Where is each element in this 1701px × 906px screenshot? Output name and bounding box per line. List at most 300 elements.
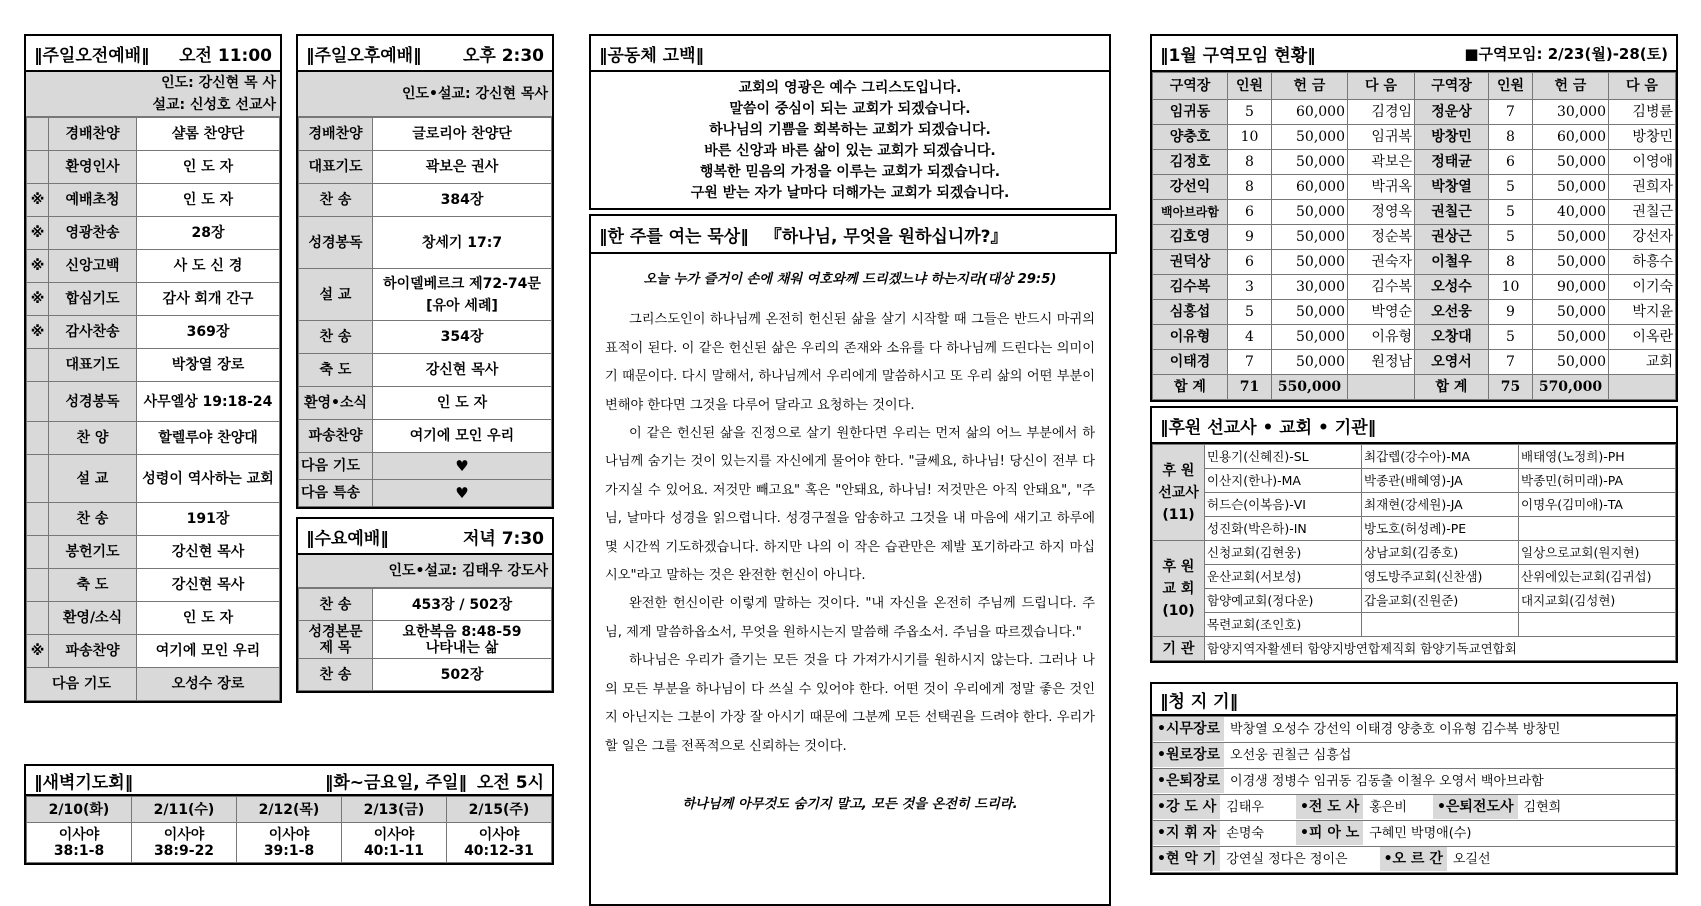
afternoon-order-row bbox=[299, 217, 552, 269]
dawn-reading bbox=[132, 823, 237, 863]
morning-service-header bbox=[24, 34, 282, 72]
staff-row bbox=[1153, 717, 1676, 743]
morning-order-value: 28장 bbox=[137, 217, 280, 250]
afternoon-order-row bbox=[299, 184, 552, 217]
district-cell: 강선자 bbox=[1609, 225, 1676, 250]
reference-mark bbox=[27, 422, 49, 455]
district-cell: 하흥수 bbox=[1609, 250, 1676, 275]
district-cell: 양충호 bbox=[1153, 125, 1228, 150]
district-cell: 7 bbox=[1489, 350, 1533, 375]
afternoon-order-label: 성경봉독 bbox=[299, 217, 373, 269]
district-column-header: 인원 bbox=[1489, 73, 1533, 100]
afternoon-order-value bbox=[373, 420, 552, 453]
afternoon-service-header bbox=[296, 34, 554, 72]
morning-order-value: 인 도 자 bbox=[137, 602, 280, 635]
morning-order-label: 신앙고백 bbox=[49, 250, 137, 283]
district-cell: 4 bbox=[1228, 325, 1272, 350]
morning-order-row bbox=[27, 316, 280, 349]
district-total-cell bbox=[1609, 375, 1676, 400]
afternoon-order-label: 경배찬양 bbox=[299, 118, 373, 151]
title-value: 나타내는 삶 bbox=[425, 639, 499, 656]
district-cell: 5 bbox=[1489, 325, 1533, 350]
dawn-date: 2/15(주) bbox=[447, 797, 552, 823]
table-row bbox=[1153, 125, 1676, 150]
reference-mark bbox=[27, 455, 49, 503]
district-column-header: 인원 bbox=[1228, 73, 1272, 100]
support-missionary: 민용기(신혜진)-SL bbox=[1205, 445, 1362, 469]
morning-order-value: 사 도 신 경 bbox=[137, 250, 280, 283]
district-cell: 8 bbox=[1228, 175, 1272, 200]
support-header bbox=[1150, 406, 1678, 444]
morning-order-value: 인 도 자 bbox=[137, 151, 280, 184]
morning-order-value: 여기에 모인 우리 bbox=[137, 635, 280, 668]
morning-order-row bbox=[27, 536, 280, 569]
support-org-row bbox=[1153, 637, 1676, 661]
morning-order-row bbox=[27, 422, 280, 455]
confession-line: 바른 신앙과 바른 삶이 있는 교회가 되겠습니다. bbox=[704, 143, 996, 159]
afternoon-order-row bbox=[299, 269, 552, 321]
dawn-book: 이사야 bbox=[478, 826, 520, 843]
afternoon-order-value-line: 384장 bbox=[440, 192, 484, 208]
dawn-verse: 40:12-31 bbox=[464, 842, 534, 859]
morning-order-value: 강신현 목사 bbox=[137, 536, 280, 569]
meditation-title: ‖한 주를 여는 묵상‖ bbox=[599, 226, 749, 247]
district-column-header: 헌 금 bbox=[1272, 73, 1348, 100]
district-cell: 90,000 bbox=[1533, 275, 1609, 300]
afternoon-order-label: 찬 송 bbox=[299, 184, 373, 217]
support-church-label: 후 원 교 회 (10) bbox=[1153, 541, 1205, 637]
district-total-cell: 550,000 bbox=[1272, 375, 1348, 400]
support-missionary: 최재현(강세원)-JA bbox=[1362, 493, 1519, 517]
afternoon-order-value-line: 354장 bbox=[440, 329, 484, 345]
table-row bbox=[1153, 150, 1676, 175]
district-cell: 김호영 bbox=[1153, 225, 1228, 250]
morning-order-table bbox=[26, 117, 280, 701]
dawn-verse: 39:1-8 bbox=[263, 842, 315, 859]
support-org-list: 함양지역자활센터 함양지방연합제직회 함양기독교연합회 bbox=[1205, 637, 1676, 661]
morning-order-row bbox=[27, 569, 280, 602]
morning-preacher: 설교: 신성호 선교사 bbox=[26, 94, 280, 117]
morning-order-row bbox=[27, 151, 280, 184]
dawn-reading bbox=[342, 823, 447, 863]
reference-mark bbox=[27, 503, 49, 536]
table-row bbox=[1153, 250, 1676, 275]
morning-order-value: 할렐루야 찬양대 bbox=[137, 422, 280, 455]
support-church: 갑을교회(진원준) bbox=[1362, 589, 1519, 613]
morning-order-label: 찬 송 bbox=[49, 503, 137, 536]
district-cell: 5 bbox=[1489, 225, 1533, 250]
staff-role: •은퇴장로 bbox=[1153, 769, 1224, 793]
meditation-paragraph: 하나님은 우리가 즐기는 모든 것을 다 가져가시기를 원하시지 않는다. 그러나 나의 모든 부분을 하나님이 다 쓰실 수 있어야 한다. 어떤 것이 우리에게 정말 좋은 것인지 아닌지는 그분이 가장 잘 아시기 때문에 그분께 모든 선택권을 드려야 한다. 우리가 할 일은 그를 전폭적으로 신뢰하는 것이다. bbox=[605, 653, 1095, 754]
morning-order-label: 경배찬양 bbox=[49, 118, 137, 151]
reference-mark bbox=[27, 569, 49, 602]
support-missionary-row bbox=[1153, 493, 1676, 517]
district-cell: 정운상 bbox=[1415, 100, 1489, 125]
morning-order-label: 영광찬송 bbox=[49, 217, 137, 250]
meditation-subtitle: 『하나님, 무엇을 원하십니까?』 bbox=[764, 226, 1008, 247]
district-cell: 김수복 bbox=[1153, 275, 1228, 300]
morning-order-value: 감사 회개 간구 bbox=[137, 283, 280, 316]
confession-header bbox=[589, 34, 1111, 72]
morning-order-label: 설 교 bbox=[49, 455, 137, 503]
confession-line: 말씀이 중심이 되는 교회가 되겠습니다. bbox=[729, 101, 971, 117]
morning-order-value: 사무엘상 19:18-24 bbox=[137, 382, 280, 422]
staff-entry bbox=[1153, 717, 1566, 742]
support-church bbox=[1362, 613, 1519, 637]
district-cell: 50,000 bbox=[1272, 250, 1348, 275]
district-cell: 7 bbox=[1489, 100, 1533, 125]
meditation-body bbox=[589, 254, 1111, 906]
reference-mark bbox=[27, 382, 49, 422]
district-cell: 권덕상 bbox=[1153, 250, 1228, 275]
district-column-header: 구역장 bbox=[1415, 73, 1489, 100]
district-table bbox=[1152, 72, 1676, 400]
morning-order-row bbox=[27, 217, 280, 250]
morning-order-value: 샬롬 찬양단 bbox=[137, 118, 280, 151]
district-cell: 5 bbox=[1228, 300, 1272, 325]
staff-role: •시무장로 bbox=[1153, 717, 1224, 741]
morning-next-prayer-value: 오성수 장로 bbox=[137, 668, 280, 701]
support-missionary-row bbox=[1153, 469, 1676, 493]
district-cell: 박지윤 bbox=[1609, 300, 1676, 325]
support-missionary: 박종민(허미래)-PA bbox=[1519, 469, 1676, 493]
staff-names: 박창열 오성수 강선익 이태경 양충호 이유형 김수복 방창민 bbox=[1230, 722, 1561, 737]
district-cell: 정영옥 bbox=[1348, 200, 1415, 225]
wednesday-service-title: ‖수요예배‖ bbox=[306, 528, 389, 549]
wednesday-row-value bbox=[373, 621, 552, 659]
district-cell: 7 bbox=[1228, 350, 1272, 375]
district-cell: 50,000 bbox=[1272, 325, 1348, 350]
district-cell: 10 bbox=[1489, 275, 1533, 300]
staff-row bbox=[1153, 769, 1676, 795]
morning-order-row bbox=[27, 250, 280, 283]
afternoon-next-special-label: 다음 특송 bbox=[299, 480, 373, 507]
dawn-book: 이사야 bbox=[268, 826, 310, 843]
dawn-book: 이사야 bbox=[58, 826, 100, 843]
afternoon-order-value-line: [유아 세례] bbox=[426, 297, 498, 314]
district-cell: 권칠근 bbox=[1609, 200, 1676, 225]
meditation-paragraph: 이 같은 헌신된 삶을 진정으로 살기 원한다면 우리는 먼저 삶의 어느 부분에서 하나님께 숨기는 것이 있는지를 자신에게 물어야 한다. "글쎄요, 하나님! 당신이 전부 다 가지실 수 있어요. 저것만 빼고요" 혹은 "안돼요, 하나님! 저것만은 아직 안돼요", "주님, 날마다 성경을 읽으렵니다. 성경구절을 암송하고 그것을 내 마음에 새기고 하루에 몇 시간씩 기도하겠습니다. 하지만 나의 이 작은 습관만은 제발 포기하라고 하지 마십시오"라고 말하는 것은 완전한 헌신이 아니다. bbox=[605, 426, 1095, 584]
support-church bbox=[1519, 613, 1676, 637]
district-column-header: 다 음 bbox=[1348, 73, 1415, 100]
afternoon-order-value bbox=[373, 269, 552, 321]
confession-line: 하나님의 기쁨을 회복하는 교회가 되겠습니다. bbox=[709, 122, 991, 138]
morning-order-row bbox=[27, 382, 280, 422]
support-table bbox=[1152, 444, 1676, 661]
morning-order-value: 인 도 자 bbox=[137, 184, 280, 217]
district-cell: 이태경 bbox=[1153, 350, 1228, 375]
dawn-reading bbox=[447, 823, 552, 863]
district-cell: 오창대 bbox=[1415, 325, 1489, 350]
staff-names: 김현희 bbox=[1523, 800, 1562, 815]
support-church: 일상으로교회(원지현) bbox=[1519, 541, 1676, 565]
confession-title: ‖공동체 고백‖ bbox=[599, 45, 705, 66]
afternoon-order-label: 설 교 bbox=[299, 269, 373, 321]
district-cell: 이유형 bbox=[1153, 325, 1228, 350]
morning-order-row bbox=[27, 349, 280, 382]
district-cell: 박귀옥 bbox=[1348, 175, 1415, 200]
afternoon-service-time: 오후 2:30 bbox=[462, 45, 544, 66]
afternoon-order-row bbox=[299, 387, 552, 420]
support-missionary: 배태영(노정희)-PH bbox=[1519, 445, 1676, 469]
morning-order-value: 191장 bbox=[137, 503, 280, 536]
staff-role: •전 도 사 bbox=[1296, 795, 1363, 819]
support-church: 영도방주교회(신찬샘) bbox=[1362, 565, 1519, 589]
district-cell: 강선익 bbox=[1153, 175, 1228, 200]
staff-table bbox=[1152, 716, 1676, 873]
district-cell: 권희자 bbox=[1609, 175, 1676, 200]
staff-row bbox=[1153, 821, 1676, 847]
staff-row-content bbox=[1153, 743, 1676, 769]
reference-mark bbox=[27, 536, 49, 569]
support-missionary: 최갑렙(강수아)-MA bbox=[1362, 445, 1519, 469]
wednesday-order-table bbox=[298, 588, 552, 691]
morning-order-row bbox=[27, 283, 280, 316]
title-label: 제 목 bbox=[319, 639, 352, 656]
staff-header bbox=[1150, 682, 1678, 716]
dawn-date: 2/13(금) bbox=[342, 797, 447, 823]
morning-next-prayer-row bbox=[27, 668, 280, 701]
support-missionary: 이명우(김미애)-TA bbox=[1519, 493, 1676, 517]
afternoon-next-prayer-row bbox=[299, 453, 552, 480]
support-org-label: 기 관 bbox=[1153, 637, 1205, 661]
reference-mark bbox=[27, 118, 49, 151]
confession-line: 구원 받는 자가 날마다 더해가는 교회가 되겠습니다. bbox=[690, 185, 1010, 201]
district-cell: 박영순 bbox=[1348, 300, 1415, 325]
support-church-row bbox=[1153, 613, 1676, 637]
afternoon-next-prayer-label: 다음 기도 bbox=[299, 453, 373, 480]
district-cell: 6 bbox=[1228, 200, 1272, 225]
wednesday-row bbox=[299, 659, 552, 691]
staff-names: 홍은비 bbox=[1369, 800, 1407, 815]
support-church: 산위에있는교회(김귀섭) bbox=[1519, 565, 1676, 589]
district-cell: 6 bbox=[1228, 250, 1272, 275]
support-missionary: 성진화(박은하)-IN bbox=[1205, 517, 1362, 541]
district-cell: 50,000 bbox=[1533, 250, 1609, 275]
support-church-row bbox=[1153, 589, 1676, 613]
district-cell: 김수복 bbox=[1348, 275, 1415, 300]
afternoon-order-value-line: 글로리아 찬양단 bbox=[412, 126, 512, 142]
district-cell: 권숙자 bbox=[1348, 250, 1415, 275]
staff-role: •피 아 노 bbox=[1296, 821, 1363, 845]
confession-body bbox=[589, 72, 1111, 210]
table-row bbox=[1153, 175, 1676, 200]
district-cell: 50,000 bbox=[1533, 225, 1609, 250]
afternoon-order-value bbox=[373, 217, 552, 269]
district-cell: 임귀복 bbox=[1348, 125, 1415, 150]
district-cell: 방창민 bbox=[1609, 125, 1676, 150]
morning-order-label: 환영인사 bbox=[49, 151, 137, 184]
wednesday-leader: 인도•설교: 김태우 강도사 bbox=[298, 555, 552, 588]
district-cell: 교회 bbox=[1609, 350, 1676, 375]
district-cell: 6 bbox=[1489, 150, 1533, 175]
support-church: 함양예교회(정다운) bbox=[1205, 589, 1362, 613]
staff-entry bbox=[1296, 821, 1477, 846]
afternoon-order-table bbox=[298, 117, 552, 507]
afternoon-order-value bbox=[373, 151, 552, 184]
scripture-value: 요한복음 8:48-59 bbox=[402, 623, 522, 640]
afternoon-order-row bbox=[299, 151, 552, 184]
staff-role: •원로장로 bbox=[1153, 743, 1224, 767]
heart-icon: ♥ bbox=[373, 453, 552, 480]
morning-order-label: 대표기도 bbox=[49, 349, 137, 382]
staff-entry bbox=[1153, 847, 1354, 872]
support-missionary: 박종관(배혜영)-JA bbox=[1362, 469, 1519, 493]
district-cell: 심홍섭 bbox=[1153, 300, 1228, 325]
district-cell: 50,000 bbox=[1272, 150, 1348, 175]
district-cell: 50,000 bbox=[1272, 350, 1348, 375]
afternoon-order-value-line: 하이델베르크 제72-74문 bbox=[383, 275, 541, 292]
morning-order-label: 감사찬송 bbox=[49, 316, 137, 349]
afternoon-service-title: ‖주일오후예배‖ bbox=[306, 45, 422, 66]
support-missionary-label: 후 원 선교사 (11) bbox=[1153, 445, 1205, 541]
table-row bbox=[1153, 275, 1676, 300]
dawn-reading bbox=[27, 823, 132, 863]
staff-role: •강 도 사 bbox=[1153, 795, 1220, 819]
support-church: 운산교회(서보성) bbox=[1205, 565, 1362, 589]
morning-next-prayer-label: 다음 기도 bbox=[27, 668, 137, 701]
district-total-cell: 합 계 bbox=[1153, 375, 1228, 400]
table-row bbox=[1153, 200, 1676, 225]
district-cell: 9 bbox=[1228, 225, 1272, 250]
district-cell: 3 bbox=[1228, 275, 1272, 300]
staff-entry bbox=[1153, 821, 1270, 846]
afternoon-order-label: 대표기도 bbox=[299, 151, 373, 184]
district-cell: 50,000 bbox=[1272, 225, 1348, 250]
district-total-cell: 75 bbox=[1489, 375, 1533, 400]
staff-title: ‖청 지 기‖ bbox=[1160, 691, 1239, 712]
dawn-date: 2/12(목) bbox=[237, 797, 342, 823]
district-header bbox=[1150, 34, 1678, 72]
afternoon-order-value-line: 창세기 17:7 bbox=[421, 234, 503, 251]
wednesday-row bbox=[299, 621, 552, 659]
table-row bbox=[1153, 225, 1676, 250]
morning-order-row bbox=[27, 455, 280, 503]
district-cell: 정순복 bbox=[1348, 225, 1415, 250]
meditation-verse: 오늘 누가 즐거이 손에 채워 여호와께 드리겠느냐 하는지라(대상 29:5) bbox=[643, 272, 1057, 287]
district-cell: 50,000 bbox=[1533, 350, 1609, 375]
district-cell: 원정남 bbox=[1348, 350, 1415, 375]
support-title: ‖후원 선교사 • 교회 • 기관‖ bbox=[1160, 417, 1377, 438]
dawn-prayer-title: ‖새벽기도회‖ bbox=[34, 772, 134, 793]
support-missionary: 이산지(한나)-MA bbox=[1205, 469, 1362, 493]
staff-role: •은퇴전도사 bbox=[1433, 795, 1518, 819]
afternoon-order-label: 환영•소식 bbox=[299, 387, 373, 420]
morning-order-label: 환영/소식 bbox=[49, 602, 137, 635]
confession-line: 행복한 믿음의 가정을 이루는 교회가 되겠습니다. bbox=[699, 164, 1001, 180]
morning-order-label: 축 도 bbox=[49, 569, 137, 602]
support-church: 상남교회(김종호) bbox=[1362, 541, 1519, 565]
support-missionary: 허드슨(이복음)-VI bbox=[1205, 493, 1362, 517]
staff-role: •오 르 간 bbox=[1380, 847, 1447, 871]
dawn-prayer-days: ‖화~금요일, 주일‖ bbox=[324, 772, 467, 793]
district-cell: 50,000 bbox=[1272, 125, 1348, 150]
morning-order-row bbox=[27, 635, 280, 668]
support-church-row bbox=[1153, 565, 1676, 589]
wednesday-row-label bbox=[299, 621, 373, 659]
morning-order-row bbox=[27, 118, 280, 151]
district-cell: 50,000 bbox=[1272, 200, 1348, 225]
district-column-header: 다 음 bbox=[1609, 73, 1676, 100]
afternoon-order-value bbox=[373, 321, 552, 354]
district-cell: 김정호 bbox=[1153, 150, 1228, 175]
afternoon-order-label: 축 도 bbox=[299, 354, 373, 387]
district-cell: 이유형 bbox=[1348, 325, 1415, 350]
morning-order-label: 찬 양 bbox=[49, 422, 137, 455]
morning-order-row bbox=[27, 602, 280, 635]
district-meeting: ■구역모임: 2/23(월)-28(토) bbox=[1464, 44, 1668, 63]
district-cell: 50,000 bbox=[1533, 325, 1609, 350]
district-cell: 30,000 bbox=[1272, 275, 1348, 300]
district-cell: 이영애 bbox=[1609, 150, 1676, 175]
meditation-paragraph: 그리스도인이 하나님께 온전히 헌신된 삶을 살기 시작할 때 그들은 반드시 마귀의 표적이 된다. 이 같은 헌신된 삶은 우리의 존재와 소유를 다 하나님께 드린다는 의미이기 때문이다. 다시 말해서, 하나님께서 우리에게 말씀하시고 또 우리 삶의 어떤 부분이 변해야 한다면 그것을 다루어 달라고 요청하는 것이다. bbox=[605, 312, 1095, 413]
afternoon-order-value bbox=[373, 184, 552, 217]
district-cell: 8 bbox=[1489, 125, 1533, 150]
staff-row bbox=[1153, 743, 1676, 769]
afternoon-order-value-line: 여기에 모인 우리 bbox=[409, 428, 515, 444]
dawn-verse: 38:1-8 bbox=[53, 842, 105, 859]
staff-row-content bbox=[1153, 769, 1676, 795]
district-cell: 40,000 bbox=[1533, 200, 1609, 225]
district-cell: 이철우 bbox=[1415, 250, 1489, 275]
district-cell: 정태균 bbox=[1415, 150, 1489, 175]
dawn-verse: 40:1-11 bbox=[363, 842, 425, 859]
district-cell: 이옥란 bbox=[1609, 325, 1676, 350]
district-cell: 60,000 bbox=[1272, 175, 1348, 200]
staff-row-content bbox=[1153, 847, 1676, 873]
district-cell: 김병륜 bbox=[1609, 100, 1676, 125]
district-cell: 50,000 bbox=[1533, 175, 1609, 200]
staff-names: 이경생 정병수 임귀동 김동출 이철우 오영서 백아브라함 bbox=[1230, 774, 1544, 789]
staff-role: •지 휘 자 bbox=[1153, 821, 1220, 845]
staff-entry bbox=[1153, 743, 1357, 768]
staff-row-content bbox=[1153, 717, 1676, 743]
afternoon-order-label: 파송찬양 bbox=[299, 420, 373, 453]
support-church: 신청교회(김현웅) bbox=[1205, 541, 1362, 565]
support-church: 목련교회(조인호) bbox=[1205, 613, 1362, 637]
district-cell: 이기숙 bbox=[1609, 275, 1676, 300]
table-row bbox=[1153, 350, 1676, 375]
table-row bbox=[1153, 325, 1676, 350]
afternoon-leader: 인도•설교: 강신현 목사 bbox=[298, 72, 552, 117]
reference-mark bbox=[27, 151, 49, 184]
reference-mark: ※ bbox=[27, 250, 49, 283]
support-missionary bbox=[1519, 517, 1676, 541]
dawn-book: 이사야 bbox=[373, 826, 415, 843]
staff-entry bbox=[1153, 769, 1550, 794]
reference-mark: ※ bbox=[27, 283, 49, 316]
confession-line: 교회의 영광은 예수 그리스도입니다. bbox=[738, 80, 962, 96]
district-cell: 곽보은 bbox=[1348, 150, 1415, 175]
district-total-cell bbox=[1348, 375, 1415, 400]
staff-names: 오선웅 권칠근 심흥섭 bbox=[1230, 748, 1352, 763]
staff-row-content bbox=[1153, 795, 1676, 821]
afternoon-order-value-line: 강신현 목사 bbox=[425, 362, 499, 378]
district-cell: 권상근 bbox=[1415, 225, 1489, 250]
staff-names: 손명숙 bbox=[1226, 826, 1264, 841]
staff-entry bbox=[1433, 795, 1567, 820]
staff-names: 구혜민 박명애(수) bbox=[1369, 826, 1472, 841]
support-church-row bbox=[1153, 541, 1676, 565]
wednesday-row-label: 찬 송 bbox=[299, 659, 373, 691]
morning-order-label: 예배초청 bbox=[49, 184, 137, 217]
confession-section bbox=[589, 34, 1111, 210]
afternoon-order-value-line: 곽보은 권사 bbox=[425, 159, 499, 175]
afternoon-order-row bbox=[299, 118, 552, 151]
staff-entry bbox=[1153, 795, 1270, 820]
staff-row-content bbox=[1153, 821, 1676, 847]
dawn-book: 이사야 bbox=[163, 826, 205, 843]
